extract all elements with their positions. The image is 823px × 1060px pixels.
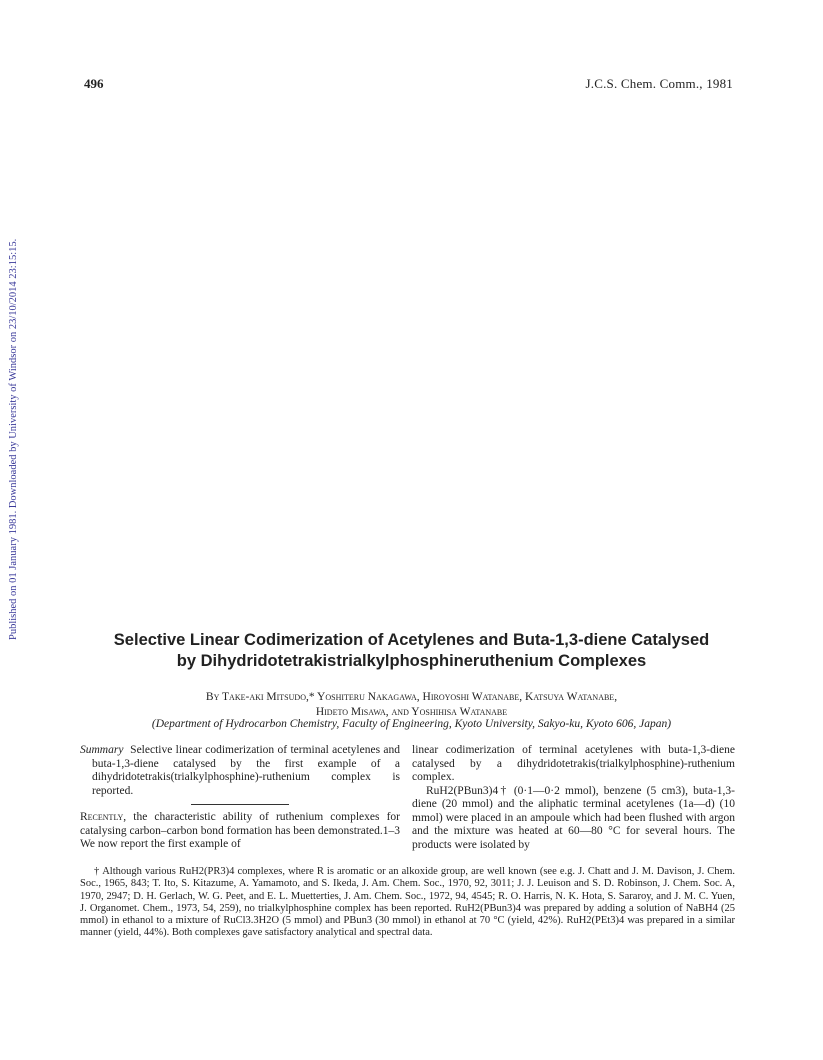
- summary-label: Summary: [80, 744, 124, 756]
- title-line-1: Selective Linear Codimerization of Acetylenes and Buta-1,3-diene Catalysed: [113, 631, 710, 649]
- affiliation: (Department of Hydrocarbon Chemistry, Faculty of Engineering, Kyoto University, Sakyo-ku, Kyoto 606, Japan): [151, 718, 672, 730]
- authors-line-1: By Take-aki Mitsudo,* Yoshiteru Nakagawa, Hiroyoshi Watanabe, Katsuya Watanabe,: [205, 691, 618, 703]
- authors-line-2: Hideto Misawa, and Yoshihisa Watanabe: [315, 706, 508, 718]
- intro-text: the characteristic ability of ruthenium complexes for catalysing carbon–carbon bond formation has been demonstrated.1–3 We now report the first example of: [80, 811, 400, 850]
- intro-lead: Recently,: [80, 811, 127, 823]
- title-line-2: by Dihydridotetrakistrialkylphosphineruthenium Complexes: [176, 652, 647, 670]
- body-paragraph-2: RuH2(PBun3)4† (0·1—0·2 mmol), benzene (5 cm3), buta-1,3-diene (20 mmol) and the aliphatic terminal acetylenes (1a—d) (10 mmol) were placed in an ampoule which had been flushed with argon and the mixture was heated at 60—80 °C for several hours. The products were isolated by: [412, 784, 735, 851]
- section-divider: [191, 804, 289, 805]
- intro-paragraph: [80, 811, 400, 852]
- page-number: 496: [84, 76, 104, 91]
- article-title: [80, 630, 743, 672]
- author-list: [80, 690, 743, 720]
- footnote-text: † Although various RuH2(PR3)4 complexes, where R is aromatic or an alkoxide group, are well known (see e.g. J. Chatt and J. M. Davison, J. Chem. Soc., 1965, 843; T. Ito, S. Kitazume, A. Yamamoto, and S. Ikeda, J. Am. Chem. Soc., 1970, 92, 3011; J. J. Leuison and S. D. Robinson, J. Chem. Soc. A, 1970, 2947; D. H. Gerlach, W. G. Peet, and E. L. Muetterties, J. Am. Chem. Soc., 1972, 94, 4545; R. O. Harris, N. K. Hota, S. Sararoy, and J. M. C. Yuen, J. Organomet. Chem., 1973, 54, 259), no trialkylphosphine complex has been reported. RuH2(PBun3)4 was prepared by adding a solution of NaBH4 (25 mmol) in ethanol to a mixture of RuCl3.3H2O (5 mmol) and PBun3 (30 mmol) in ethanol at 70 °C (yield, 42%). RuH2(PEt3)4 was prepared in a similar manner (yield, 44%). Both complexes gave satisfactory analytical and spectral data.: [80, 866, 735, 939]
- footnote: [80, 866, 735, 940]
- download-notice[interactable]: Published on 01 January 1981. Downloaded by University of Windsor on 23/10/2014 23:15:15.: [8, 238, 19, 640]
- journal-header: J.C.S. Chem. Comm., 1981: [585, 76, 733, 91]
- body-paragraph-1: linear codimerization of terminal acetylenes with buta-1,3-diene catalysed by a dihydridotetrakis(trialkylphosphine)-ruthenium complex.: [412, 744, 735, 783]
- summary-block: [80, 744, 400, 798]
- right-column: [412, 744, 735, 852]
- left-column: [80, 744, 400, 852]
- summary-text: Selective linear codimerization of terminal acetylenes and buta-1,3-diene catalysed by the first example of a dihydridotetrakis(trialkylphosphine)-ruthenium complex is reported.: [92, 744, 401, 797]
